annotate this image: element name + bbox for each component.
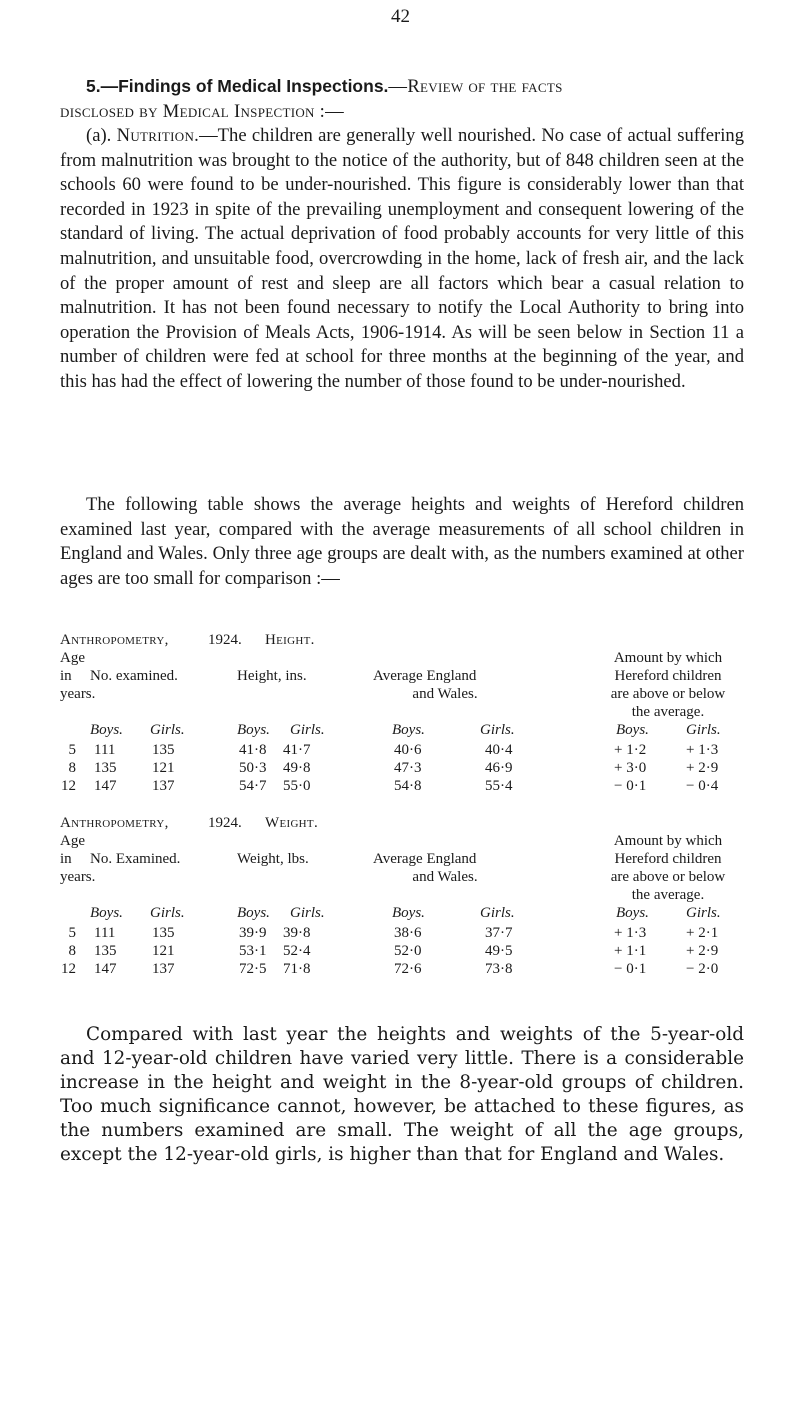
measure-girls-header: Girls.	[290, 722, 325, 738]
row-measure-boys: 54·7	[239, 778, 267, 794]
measure-header: Weight, lbs.	[237, 851, 309, 867]
row-age: 5	[68, 925, 76, 941]
row-measure-boys: 39·9	[239, 925, 267, 941]
measure-boys-header: Boys.	[237, 905, 270, 921]
amount-header-line3: are above or below	[610, 869, 726, 885]
row-examined-girls: 135	[152, 925, 175, 941]
page-number: 42	[391, 6, 410, 27]
section-subtitle: —Review of the facts	[388, 76, 563, 97]
age-header: Age	[60, 650, 85, 666]
row-measure-girls: 55·0	[283, 778, 311, 794]
row-examined-boys: 135	[94, 760, 117, 776]
height-table-title: Anthropometry,	[60, 632, 169, 648]
row-measure-boys: 53·1	[239, 943, 267, 959]
row-examined-boys: 147	[94, 778, 117, 794]
row-diff-boys: − 0·1	[614, 778, 647, 794]
row-age: 5	[68, 742, 76, 758]
age-header-years: years.	[60, 869, 96, 885]
row-diff-girls: + 2·9	[686, 943, 719, 959]
amount-header-line2: Hereford children	[614, 851, 722, 867]
amount-header: Amount by which	[613, 650, 723, 666]
row-average-girls: 73·8	[485, 961, 513, 977]
examined-boys-header: Boys.	[90, 905, 123, 921]
average-header: Average England	[373, 851, 477, 867]
row-age: 12	[61, 778, 76, 794]
nutrition-paragraph	[60, 124, 744, 395]
examined-header: No. Examined.	[90, 851, 181, 867]
row-diff-boys: + 3·0	[614, 760, 647, 776]
row-examined-boys: 147	[94, 961, 117, 977]
row-measure-girls: 71·8	[283, 961, 311, 977]
row-examined-boys: 111	[94, 742, 116, 758]
row-measure-boys: 72·5	[239, 961, 267, 977]
row-examined-girls: 121	[152, 760, 175, 776]
row-measure-girls: 39·8	[283, 925, 311, 941]
row-diff-girls: − 2·0	[686, 961, 719, 977]
average-header-line2: and Wales.	[412, 869, 478, 885]
average-header-line2: and Wales.	[412, 686, 478, 702]
amount-header-line2: Hereford children	[614, 668, 722, 684]
amount-girls-header: Girls.	[686, 905, 721, 921]
nutrition-label: (a).	[86, 125, 117, 146]
row-diff-girls: + 2·9	[686, 760, 719, 776]
row-average-boys: 52·0	[394, 943, 422, 959]
row-age: 8	[68, 760, 76, 776]
amount-header-line4: the average.	[631, 887, 705, 903]
row-average-girls: 37·7	[485, 925, 513, 941]
row-average-boys: 40·6	[394, 742, 422, 758]
row-measure-girls: 52·4	[283, 943, 311, 959]
examined-girls-header: Girls.	[150, 722, 185, 738]
weight-table-year: 1924.	[208, 815, 242, 831]
measure-girls-header: Girls.	[290, 905, 325, 921]
row-average-boys: 47·3	[394, 760, 422, 776]
average-header: Average England	[373, 668, 477, 684]
weight-table-title: Anthropometry,	[60, 815, 169, 831]
amount-boys-header: Boys.	[616, 905, 649, 921]
nutrition-title: Nutrition.	[116, 125, 200, 146]
row-examined-boys: 111	[94, 925, 116, 941]
row-average-boys: 72·6	[394, 961, 422, 977]
row-diff-boys: + 1·1	[614, 943, 647, 959]
row-average-girls: 46·9	[485, 760, 513, 776]
row-diff-girls: + 1·3	[686, 742, 719, 758]
row-average-boys: 54·8	[394, 778, 422, 794]
average-girls-header: Girls.	[480, 722, 515, 738]
row-measure-boys: 41·8	[239, 742, 267, 758]
conclusion-paragraph: Compared with last year the heights and weights of the 5-year-old and 12-year-old children have varied very little. There is a considerable increase in the height and weight in the 8-year-old groups of children. Too much significance cannot, however, be attached to these figures, as the numbers examined are small. The weight of all the age groups, except the 12-year-old girls, is higher than that for England and Wales.	[60, 1024, 744, 1165]
average-girls-header: Girls.	[480, 905, 515, 921]
table-intro-paragraph: The following table shows the average heights and weights of Hereford children examined last year, compared with the average measurements of all school children in England and Wales. Only three age groups are dealt with, as the numbers examined at other ages are too small for comparison :—	[60, 494, 744, 589]
age-header-in: in	[60, 668, 72, 684]
row-average-girls: 55·4	[485, 778, 513, 794]
row-average-girls: 49·5	[485, 943, 513, 959]
weight-table	[60, 815, 760, 1015]
age-header-years: years.	[60, 686, 96, 702]
age-header-in: in	[60, 851, 72, 867]
amount-boys-header: Boys.	[616, 722, 649, 738]
row-examined-girls: 135	[152, 742, 175, 758]
row-diff-boys: − 0·1	[614, 961, 647, 977]
row-measure-girls: 49·8	[283, 760, 311, 776]
section-subtitle-continued: disclosed by Medical Inspection :—	[60, 100, 345, 122]
row-examined-girls: 137	[152, 961, 175, 977]
row-average-boys: 38·6	[394, 925, 422, 941]
examined-boys-header: Boys.	[90, 722, 123, 738]
row-examined-boys: 135	[94, 943, 117, 959]
row-diff-boys: + 1·2	[614, 742, 647, 758]
amount-header: Amount by which	[613, 833, 723, 849]
row-age: 8	[68, 943, 76, 959]
average-boys-header: Boys.	[392, 722, 425, 738]
examined-girls-header: Girls.	[150, 905, 185, 921]
row-measure-girls: 41·7	[283, 742, 311, 758]
amount-header-line4: the average.	[631, 704, 705, 720]
nutrition-text: —The children are generally well nourished. No case of actual suffering from malnutrition was brought to the notice of the authority, but of 848 children seen at the schools 60 were found to be under-nourished. This figure is considerably lower than that recorded in 1923 in spite of the prevailing unemployment and consequent lowering of the standard of living. The actual deprivation of food probably accounts for very little of this malnutrition, and unsuitable food, overcrowding in the home, lack of fresh air, and the lack of the proper amount of rest and sleep are all factors which bear a casual relation to malnutrition. It has not been found necessary to notify the Local Authority to bring into operation the Provision of Meals Acts, 1906-1914. As will be seen below in Section 11 a number of children were fed at school for three months at the beginning of the year, and this has had the effect of lowering the number of those found to be under-nourished.	[60, 125, 745, 392]
weight-table-kind: Weight.	[265, 815, 318, 831]
section-number: 5.—	[86, 76, 119, 96]
section-heading	[60, 74, 744, 124]
amount-header-line3: are above or below	[610, 686, 726, 702]
height-table-kind: Height.	[265, 632, 315, 648]
row-examined-girls: 137	[152, 778, 175, 794]
row-age: 12	[61, 961, 76, 977]
measure-boys-header: Boys.	[237, 722, 270, 738]
height-table	[60, 632, 760, 832]
section-title: Findings of Medical Inspections.	[118, 76, 389, 96]
age-header: Age	[60, 833, 85, 849]
row-measure-boys: 50·3	[239, 760, 267, 776]
examined-header: No. examined.	[90, 668, 178, 684]
average-boys-header: Boys.	[392, 905, 425, 921]
amount-girls-header: Girls.	[686, 722, 721, 738]
height-table-year: 1924.	[208, 632, 242, 648]
measure-header: Height, ins.	[237, 668, 307, 684]
row-diff-boys: + 1·3	[614, 925, 647, 941]
row-examined-girls: 121	[152, 943, 175, 959]
row-diff-girls: + 2·1	[686, 925, 719, 941]
row-average-girls: 40·4	[485, 742, 513, 758]
row-diff-girls: − 0·4	[686, 778, 719, 794]
